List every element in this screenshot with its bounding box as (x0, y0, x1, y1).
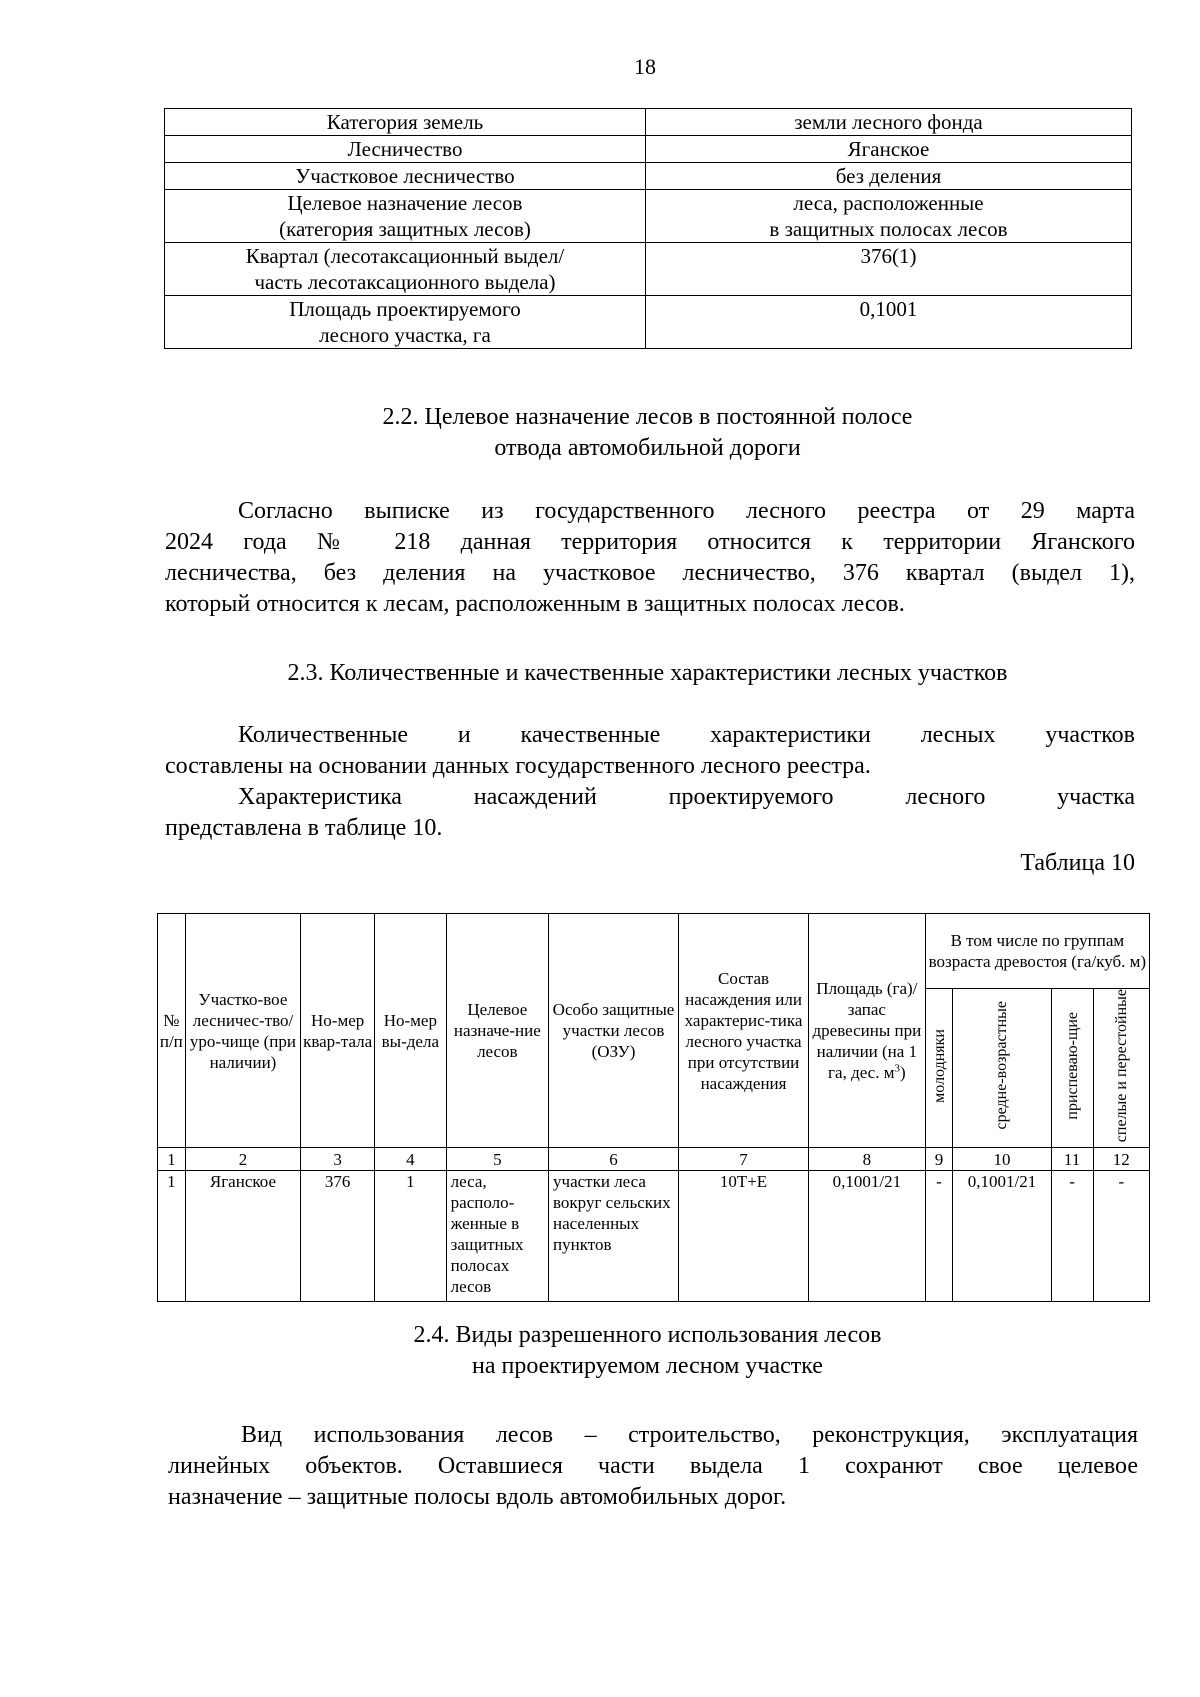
table-row (165, 136, 1132, 163)
column-number: 2 (185, 1148, 301, 1171)
column-number: 6 (549, 1148, 679, 1171)
column-number: 11 (1051, 1148, 1093, 1171)
heading-line: отвода автомобильной дороги (494, 435, 801, 461)
value-cell: Яганское (646, 136, 1132, 163)
middle-age-cell: 0,1001/21 (953, 1171, 1051, 1302)
table-row (165, 296, 1132, 349)
composition-cell: 10Т+Е (679, 1171, 809, 1302)
land-info-table (164, 108, 1132, 349)
column-number: 10 (953, 1148, 1051, 1171)
column-number-row (158, 1148, 1150, 1171)
column-number: 9 (925, 1148, 953, 1171)
table-row (165, 190, 1132, 243)
header-cell: Но-мер квар-тала (301, 914, 375, 1148)
table-row (165, 243, 1132, 296)
paragraph-line: лесничества, без деления на участковое лесничество, 376 квартал (выдел 1), (165, 560, 1135, 586)
paragraph-line: Согласно выписке из государственного лесного реестра от 29 марта (238, 498, 1135, 524)
label-line: Площадь проектируемого (289, 297, 521, 321)
label-line: (категория защитных лесов) (279, 217, 531, 241)
label-cell: Участковое лесничество (165, 163, 646, 190)
superscript: 3 (894, 1062, 900, 1075)
header-cell: Но-мер вы-дела (375, 914, 447, 1148)
vertical-header: приспеваю-щие (1063, 1011, 1081, 1120)
label-cell (165, 296, 646, 349)
label-cell: Лесничество (165, 136, 646, 163)
column-number: 12 (1093, 1148, 1149, 1171)
table-caption: Таблица 10 (1020, 850, 1135, 876)
column-number: 3 (301, 1148, 375, 1171)
vertical-header: средне-возрастные (993, 1001, 1011, 1130)
paragraph-line: представлена в таблице 10. (165, 815, 443, 841)
header-cell: Особо защитные участки лесов (ОЗУ) (549, 914, 679, 1148)
premature-cell: - (1051, 1171, 1093, 1302)
header-text: ) (900, 1063, 906, 1083)
header-text: Площадь (га)/запас древесины при наличии (на 1 га, дес. м (812, 979, 922, 1083)
value-cell: без деления (646, 163, 1132, 190)
row-number: 1 (158, 1171, 186, 1302)
vertical-header: молодняки (930, 1028, 948, 1103)
column-number: 1 (158, 1148, 186, 1171)
stand-characteristics-table (157, 913, 1150, 1302)
value-line: леса, расположенные (793, 191, 984, 215)
table-row (158, 1171, 1150, 1302)
value-cell: земли лесного фонда (646, 109, 1132, 136)
paragraph-line: назначение – защитные полосы вдоль автомобильных дорог. (168, 1484, 787, 1510)
table-row (165, 163, 1132, 190)
paragraph-line: составлены на основании данных государственного лесного реестра. (165, 753, 871, 779)
header-group-cell: В том числе по группам возраста древостоя (га/куб. м) (925, 914, 1149, 989)
header-cell: Участко-вое лесничес-тво/уро-чище (при наличии) (185, 914, 301, 1148)
label-cell (165, 243, 646, 296)
heading-line: 2.4. Виды разрешенного использования лесов (413, 1322, 882, 1348)
paragraph-line: 2024 года № 218 данная территория относится к территории Яганского (165, 529, 1135, 555)
header-cell: Состав насаждения или характерис-тика лесного участка при отсутствии насаждения (679, 914, 809, 1148)
value-cell: 376(1) (646, 243, 1132, 296)
paragraph-line: Характеристика насаждений проектируемого лесного участка (238, 784, 1135, 810)
heading-line: на проектируемом лесном участке (472, 1353, 823, 1379)
heading-line: 2.2. Целевое назначение лесов в постоянной полосе (382, 404, 913, 430)
column-number: 8 (809, 1148, 926, 1171)
column-number: 4 (375, 1148, 447, 1171)
paragraph-line: который относится к лесам, расположенным в защитных полосах лесов. (165, 591, 905, 617)
label-cell (165, 190, 646, 243)
vydel-cell: 1 (375, 1171, 447, 1302)
column-number: 7 (679, 1148, 809, 1171)
header-cell (953, 989, 1051, 1148)
vertical-header: спелые и перестойные (1112, 989, 1130, 1143)
header-cell: № п/п (158, 914, 186, 1148)
section-2-4-paragraph (168, 1420, 1138, 1513)
header-cell (1051, 989, 1093, 1148)
label-line: Квартал (лесотаксационный выдел/ (245, 244, 565, 268)
kvartal-cell: 376 (301, 1171, 375, 1302)
value-line: в защитных полосах лесов (769, 217, 1008, 241)
area-cell: 0,1001/21 (809, 1171, 926, 1302)
section-2-3-paragraph (165, 720, 1135, 844)
paragraph-line: Вид использования лесов – строительство, реконструкция, эксплуатация (241, 1422, 1138, 1448)
section-2-3-heading: 2.3. Количественные и качественные характеристики лесных участков (287, 660, 1008, 686)
section-2-2-heading (160, 402, 1135, 464)
table-header-row (158, 914, 1150, 989)
value-cell: 0,1001 (646, 296, 1132, 349)
label-line: Целевое назначение лесов (287, 191, 523, 215)
label-cell: Категория земель (165, 109, 646, 136)
column-number: 5 (446, 1148, 548, 1171)
young-cell: - (925, 1171, 953, 1302)
mature-cell: - (1093, 1171, 1149, 1302)
page-number: 18 (634, 54, 656, 79)
header-cell (925, 989, 953, 1148)
table-row (165, 109, 1132, 136)
value-cell (646, 190, 1132, 243)
section-2-2-paragraph (165, 496, 1135, 620)
header-cell: Целевое назначе-ние лесов (446, 914, 548, 1148)
paragraph-line: Количественные и качественные характеристики лесных участков (238, 722, 1135, 748)
header-cell (1093, 989, 1149, 1148)
label-line: лесного участка, га (319, 323, 491, 347)
section-2-4-heading (160, 1320, 1135, 1382)
purpose-cell: леса, располо-женные в защитных полосах лесов (446, 1171, 548, 1302)
ozu-cell: участки леса вокруг сельских населенных пунктов (549, 1171, 679, 1302)
header-cell (809, 914, 926, 1148)
label-line: часть лесотаксационного выдела) (254, 270, 556, 294)
paragraph-line: линейных объектов. Оставшиеся части выдела 1 сохранют свое целевое (168, 1453, 1138, 1479)
district-cell: Яганское (185, 1171, 301, 1302)
